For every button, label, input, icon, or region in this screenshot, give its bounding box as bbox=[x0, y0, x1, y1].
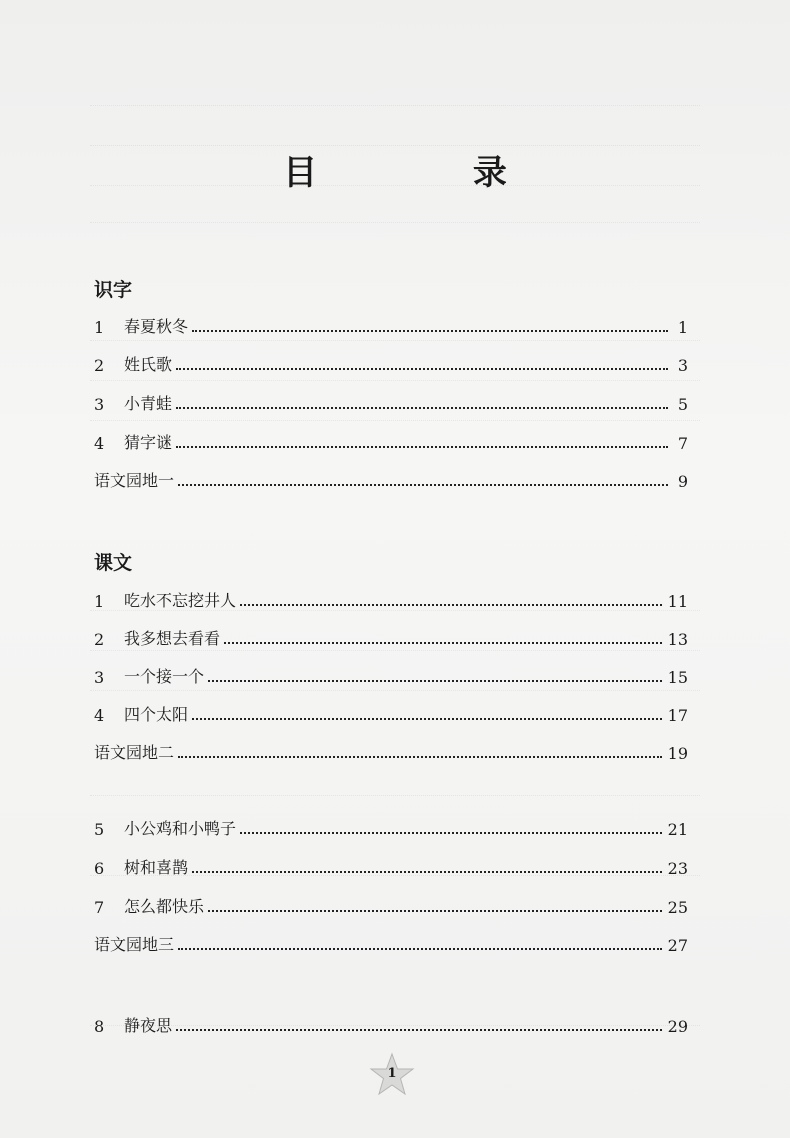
entry-title: 树和喜鹊 bbox=[124, 858, 189, 877]
entry-page-number: 17 bbox=[667, 706, 688, 725]
bleed-through-line bbox=[90, 785, 700, 796]
dot-leader bbox=[178, 755, 662, 758]
page-number-badge bbox=[368, 1052, 416, 1098]
page-number: 1 bbox=[387, 1066, 397, 1081]
entry-number: 8 bbox=[94, 1017, 105, 1036]
toc-entry[interactable] bbox=[94, 625, 688, 649]
entry-title: 姓氏歌 bbox=[124, 355, 173, 374]
toc-entry[interactable] bbox=[94, 467, 688, 491]
page-title: 目 录 bbox=[283, 153, 579, 193]
dot-leader bbox=[176, 1028, 662, 1031]
entry-page-number: 23 bbox=[667, 859, 688, 878]
entry-title: 语文园地一 bbox=[94, 471, 175, 490]
entry-number: 1 bbox=[94, 592, 105, 611]
dot-leader bbox=[176, 445, 668, 448]
toc-entry[interactable] bbox=[94, 815, 688, 839]
entry-page-number: 3 bbox=[677, 356, 688, 375]
entry-title: 四个太阳 bbox=[124, 705, 189, 724]
entry-title: 我多想去看看 bbox=[124, 629, 221, 648]
entry-title: 吃水不忘挖井人 bbox=[124, 591, 237, 610]
entry-title: 小青蛙 bbox=[124, 394, 173, 413]
entry-page-number: 15 bbox=[667, 668, 688, 687]
entry-page-number: 7 bbox=[677, 434, 688, 453]
entry-title: 小公鸡和小鸭子 bbox=[124, 819, 237, 838]
entry-number: 7 bbox=[94, 898, 105, 917]
section-heading-kewen: 课文 bbox=[94, 552, 133, 574]
entry-title: 静夜思 bbox=[124, 1016, 173, 1035]
entry-page-number: 29 bbox=[667, 1017, 688, 1036]
toc-entry[interactable] bbox=[94, 739, 688, 763]
entry-page-number: 1 bbox=[677, 318, 688, 337]
entry-page-number: 11 bbox=[667, 592, 688, 611]
toc-entry[interactable] bbox=[94, 313, 688, 337]
section-heading-shizi: 识字 bbox=[94, 279, 133, 301]
toc-entry[interactable] bbox=[94, 429, 688, 453]
entry-number: 4 bbox=[94, 706, 105, 725]
entry-title: 怎么都快乐 bbox=[124, 897, 205, 916]
entry-number: 2 bbox=[94, 630, 105, 649]
entry-number: 3 bbox=[94, 395, 105, 414]
dot-leader bbox=[178, 947, 662, 950]
toc-entry[interactable] bbox=[94, 351, 688, 375]
toc-entry[interactable] bbox=[94, 587, 688, 611]
entry-number: 3 bbox=[94, 668, 105, 687]
entry-page-number: 21 bbox=[667, 820, 688, 839]
entry-page-number: 9 bbox=[677, 472, 688, 491]
entry-number: 4 bbox=[94, 434, 105, 453]
toc-entry[interactable] bbox=[94, 701, 688, 725]
toc-entry[interactable] bbox=[94, 854, 688, 878]
entry-title: 猜字谜 bbox=[124, 433, 173, 452]
dot-leader bbox=[192, 329, 668, 332]
entry-title: 语文园地三 bbox=[94, 935, 175, 954]
dot-leader bbox=[208, 679, 662, 682]
dot-leader bbox=[240, 603, 662, 606]
dot-leader bbox=[176, 367, 668, 370]
dot-leader bbox=[192, 870, 662, 873]
entry-page-number: 13 bbox=[667, 630, 688, 649]
toc-entry[interactable] bbox=[94, 390, 688, 414]
entry-number: 2 bbox=[94, 356, 105, 375]
entry-page-number: 5 bbox=[677, 395, 688, 414]
entry-page-number: 27 bbox=[667, 936, 688, 955]
entry-number: 6 bbox=[94, 859, 105, 878]
dot-leader bbox=[224, 641, 662, 644]
dot-leader bbox=[176, 406, 668, 409]
bleed-through-line bbox=[90, 212, 700, 223]
bleed-through-line bbox=[90, 95, 700, 106]
dot-leader bbox=[208, 909, 662, 912]
entry-title: 一个接一个 bbox=[124, 667, 205, 686]
toc-entry[interactable] bbox=[94, 893, 688, 917]
dot-leader bbox=[178, 483, 668, 486]
dot-leader bbox=[192, 717, 662, 720]
entry-number: 1 bbox=[94, 318, 105, 337]
toc-entry[interactable] bbox=[94, 1012, 688, 1036]
toc-entry[interactable] bbox=[94, 931, 688, 955]
toc-entry[interactable] bbox=[94, 663, 688, 687]
entry-title: 春夏秋冬 bbox=[124, 317, 189, 336]
entry-page-number: 25 bbox=[667, 898, 688, 917]
entry-page-number: 19 bbox=[667, 744, 688, 763]
entry-title: 语文园地二 bbox=[94, 743, 175, 762]
dot-leader bbox=[240, 831, 662, 834]
entry-number: 5 bbox=[94, 820, 105, 839]
